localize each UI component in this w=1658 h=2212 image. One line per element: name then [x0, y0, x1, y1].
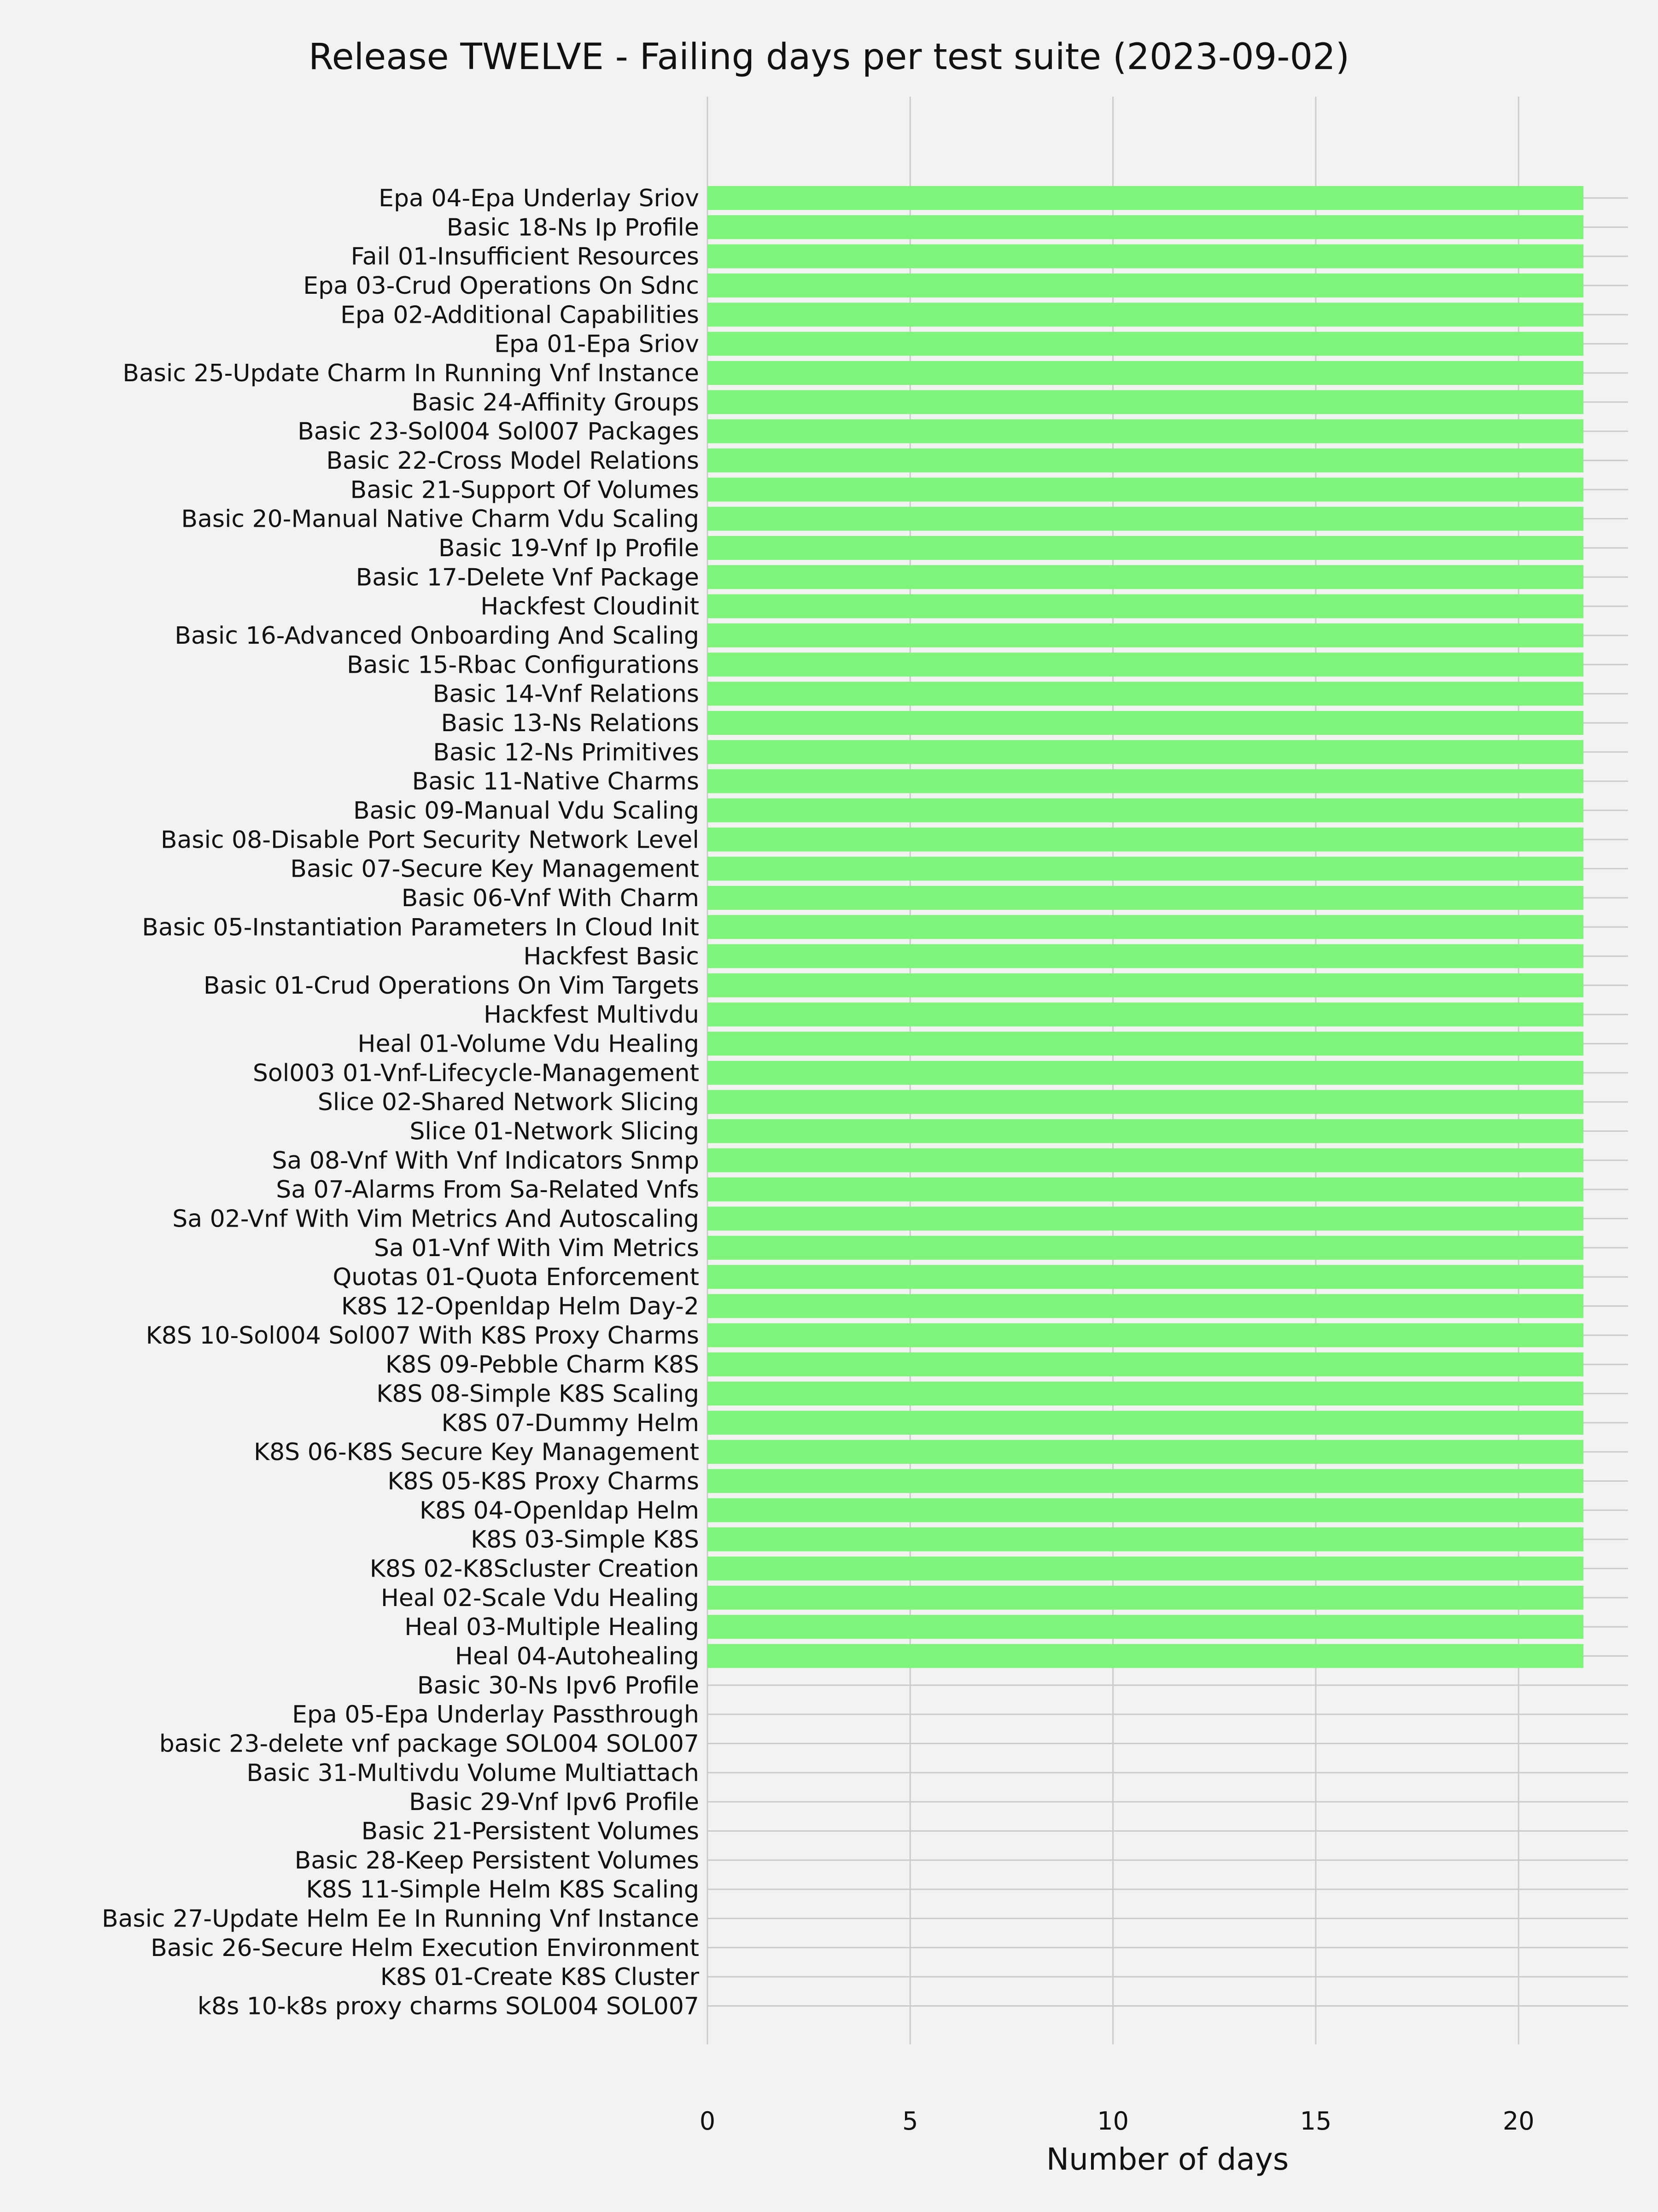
bar	[707, 1440, 1583, 1464]
category-label: Basic 18-Ns Ip Profile	[446, 214, 699, 242]
bar	[707, 1323, 1583, 1347]
category-label: Basic 30-Ns Ipv6 Profile	[417, 1671, 699, 1700]
category-label: Heal 03-Multiple Healing	[404, 1613, 699, 1642]
category-label: Basic 06-Vnf With Charm	[401, 884, 699, 912]
category-label: Basic 07-Secure Key Management	[290, 855, 699, 883]
category-label: K8S 08-Simple K8S Scaling	[376, 1380, 699, 1408]
category-label: basic 23-delete vnf package SOL004 SOL007	[159, 1730, 699, 1758]
category-label: Basic 14-Vnf Relations	[432, 680, 699, 708]
category-label: Sa 01-Vnf With Vim Metrics	[374, 1234, 699, 1262]
bar	[707, 536, 1583, 560]
category-label: Hackfest Cloudinit	[480, 593, 699, 621]
category-label: Basic 15-Rbac Configurations	[347, 651, 699, 679]
bar	[707, 1527, 1583, 1551]
bar	[707, 507, 1583, 531]
bar	[707, 215, 1583, 239]
bar	[707, 1119, 1583, 1143]
bar	[707, 827, 1583, 851]
bar	[707, 1411, 1583, 1435]
bar	[707, 1177, 1583, 1201]
x-axis-label: Number of days	[1046, 2142, 1289, 2177]
category-label: Basic 26-Secure Helm Execution Environment	[151, 1934, 699, 1962]
category-label: K8S 10-Sol004 Sol007 With K8S Proxy Charms	[146, 1321, 699, 1350]
x-tick-label: 10	[1097, 2107, 1129, 2136]
bar	[707, 798, 1583, 822]
category-label: K8S 02-K8Scluster Creation	[369, 1555, 699, 1583]
bar	[707, 1002, 1583, 1026]
category-label: K8S 09-Pebble Charm K8S	[385, 1351, 699, 1379]
bar	[707, 419, 1583, 443]
bar	[707, 1498, 1583, 1522]
category-label: Basic 01-Crud Operations On Vim Targets	[203, 972, 699, 1000]
bar	[707, 1148, 1583, 1172]
category-label: Hackfest Basic	[523, 943, 699, 971]
category-label: K8S 07-Dummy Helm	[441, 1409, 699, 1437]
bar	[707, 244, 1583, 268]
category-label: Sa 02-Vnf With Vim Metrics And Autoscaling	[172, 1205, 699, 1233]
bar	[707, 274, 1583, 297]
category-label: Epa 05-Epa Underlay Passthrough	[292, 1701, 699, 1729]
bar	[707, 1644, 1583, 1668]
bar	[707, 1382, 1583, 1406]
bar	[707, 1265, 1583, 1289]
bar	[707, 1032, 1583, 1056]
bar	[707, 886, 1583, 910]
category-label: Basic 27-Update Helm Ee In Running Vnf Instance	[101, 1905, 699, 1933]
category-label: Basic 21-Support Of Volumes	[350, 476, 699, 504]
category-label: Epa 03-Crud Operations On Sdnc	[303, 272, 699, 300]
bars	[707, 186, 1583, 1668]
category-label: Fail 01-Insufficient Resources	[350, 243, 699, 271]
bar	[707, 332, 1583, 356]
bar	[707, 390, 1583, 414]
category-label: Sa 08-Vnf With Vnf Indicators Snmp	[272, 1147, 699, 1175]
category-label: K8S 11-Simple Helm K8S Scaling	[306, 1876, 699, 1904]
category-label: Heal 01-Volume Vdu Healing	[357, 1030, 699, 1058]
category-label: k8s 10-k8s proxy charms SOL004 SOL007	[197, 1992, 699, 2020]
category-label: K8S 01-Create K8S Cluster	[380, 1963, 699, 1991]
category-label: Basic 16-Advanced Onboarding And Scaling	[175, 622, 699, 650]
bar	[707, 944, 1583, 968]
category-label: Slice 01-Network Slicing	[409, 1118, 699, 1146]
bar	[707, 186, 1583, 210]
category-label: Basic 17-Delete Vnf Package	[356, 564, 699, 592]
category-label: K8S 05-K8S Proxy Charms	[387, 1467, 699, 1496]
x-tick-label: 20	[1502, 2107, 1535, 2136]
category-label: Basic 24-Affinity Groups	[411, 389, 699, 417]
bar	[707, 1557, 1583, 1581]
category-label: K8S 03-Simple K8S	[471, 1526, 699, 1554]
bar	[707, 973, 1583, 997]
category-label: K8S 12-Openldap Helm Day-2	[341, 1292, 699, 1321]
category-label: Basic 31-Multivdu Volume Multiattach	[246, 1759, 699, 1787]
bar	[707, 1090, 1583, 1114]
bar	[707, 711, 1583, 735]
category-label: Basic 08-Disable Port Security Network Level	[160, 826, 699, 854]
bar	[707, 1207, 1583, 1231]
bar	[707, 1236, 1583, 1260]
category-label: Sa 07-Alarms From Sa-Related Vnfs	[276, 1176, 699, 1204]
bar	[707, 1586, 1583, 1610]
bar	[707, 594, 1583, 618]
category-label: Heal 02-Scale Vdu Healing	[380, 1584, 699, 1612]
category-label: Basic 11-Native Charms	[412, 768, 699, 796]
bar	[707, 477, 1583, 501]
category-label: Basic 12-Ns Primitives	[433, 739, 699, 767]
bar	[707, 1352, 1583, 1376]
category-label: Basic 29-Vnf Ipv6 Profile	[409, 1788, 699, 1816]
category-label: Basic 28-Keep Persistent Volumes	[294, 1846, 699, 1874]
category-label: Hackfest Multivdu	[484, 1001, 699, 1029]
category-label: Heal 04-Autohealing	[455, 1642, 699, 1671]
bar	[707, 361, 1583, 385]
category-label: Quotas 01-Quota Enforcement	[333, 1263, 699, 1292]
bar	[707, 857, 1583, 881]
category-label: Basic 13-Ns Relations	[441, 709, 699, 737]
bar	[707, 682, 1583, 706]
category-label: Basic 21-Persistent Volumes	[361, 1817, 699, 1845]
x-tick-label: 0	[699, 2107, 716, 2136]
category-label: Basic 20-Manual Native Charm Vdu Scaling	[181, 505, 699, 533]
bar	[707, 652, 1583, 676]
bar	[707, 623, 1583, 647]
bar	[707, 915, 1583, 939]
bar	[707, 740, 1583, 764]
category-label: Epa 04-Epa Underlay Sriov	[379, 185, 699, 212]
category-label: Basic 09-Manual Vdu Scaling	[353, 797, 699, 825]
category-label: Slice 02-Shared Network Slicing	[317, 1089, 699, 1117]
category-label: Basic 22-Cross Model Relations	[326, 447, 699, 475]
category-label: Basic 25-Update Charm In Running Vnf Instance	[123, 359, 699, 387]
category-label: K8S 06-K8S Secure Key Management	[253, 1438, 699, 1467]
category-label: Sol003 01-Vnf-Lifecycle-Management	[252, 1059, 699, 1087]
bar	[707, 1294, 1583, 1318]
category-label: Basic 19-Vnf Ip Profile	[438, 534, 699, 562]
bar	[707, 303, 1583, 326]
category-label: Epa 02-Additional Capabilities	[340, 301, 699, 329]
bar	[707, 565, 1583, 589]
bar	[707, 769, 1583, 793]
category-label: Basic 23-Sol004 Sol007 Packages	[298, 418, 699, 446]
bar	[707, 448, 1583, 472]
bar	[707, 1615, 1583, 1639]
bar	[707, 1061, 1583, 1085]
bar	[707, 1469, 1583, 1493]
category-label: Epa 01-Epa Sriov	[494, 330, 699, 358]
chart-title: Release TWELVE - Failing days per test suite (2023-09-02)	[308, 36, 1350, 78]
x-tick-label: 15	[1300, 2107, 1332, 2136]
category-label: Basic 05-Instantiation Parameters In Cloud Init	[142, 914, 699, 942]
x-tick-label: 5	[902, 2107, 918, 2136]
category-label: K8S 04-Openldap Helm	[419, 1496, 699, 1525]
